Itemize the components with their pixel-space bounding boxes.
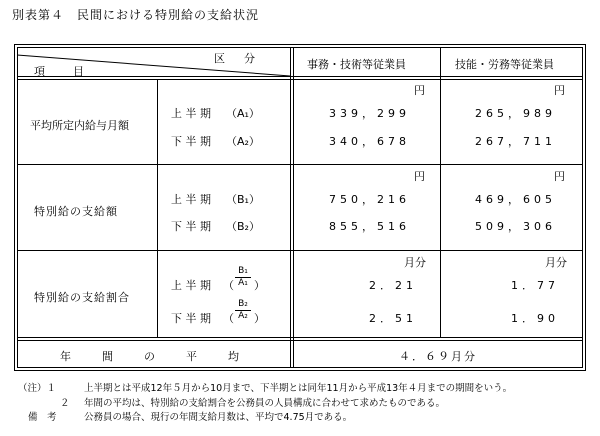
group-label-monthly-salary: 平均所定内給与月額 bbox=[30, 119, 129, 132]
unit-label: 月分 bbox=[545, 256, 567, 269]
value-cell: 2．21 bbox=[369, 279, 417, 292]
paren-open: （ bbox=[223, 312, 234, 325]
column-header-clerical: 事務・技術等従業員 bbox=[307, 58, 406, 71]
ratio-fraction bbox=[235, 266, 251, 289]
footnote-text: 上半期とは平成12年５月から10月まで、下半期とは同年11月から平成13年４月までの期間をいう。 bbox=[84, 383, 513, 394]
period-label: 下 半 期 bbox=[171, 135, 211, 148]
column-header-technical: 技能・労務等従業員 bbox=[455, 58, 554, 71]
annual-average-label: 年 間 の 平 均 bbox=[60, 350, 242, 363]
value-cell: 855，516 bbox=[329, 220, 410, 233]
paren-close: ） bbox=[254, 312, 265, 325]
fraction-denominator: A₂ bbox=[238, 311, 248, 321]
period-label: 下 半 期 bbox=[171, 312, 211, 325]
value-cell: 339，299 bbox=[329, 107, 410, 120]
group-label-special-pay: 特別給の支給額 bbox=[34, 205, 118, 218]
footnote-text: 公務員の場合、現行の年間支給月数は、平均で4.75月である。 bbox=[84, 412, 353, 423]
footnote-mark: （注）１ bbox=[18, 383, 57, 394]
period-symbol: （B₁） bbox=[226, 193, 260, 206]
annual-average-value: ４．６９月分 bbox=[399, 350, 477, 363]
ratio-fraction bbox=[235, 299, 251, 322]
fraction-numerator: B₁ bbox=[238, 266, 248, 276]
value-cell: 267，711 bbox=[475, 135, 556, 148]
period-symbol: （B₂） bbox=[226, 220, 260, 233]
value-cell: 340，678 bbox=[329, 135, 410, 148]
value-cell: 509，306 bbox=[475, 220, 556, 233]
unit-label: 月分 bbox=[404, 256, 426, 269]
value-cell: 1．77 bbox=[511, 279, 559, 292]
period-symbol: （A₂） bbox=[226, 135, 260, 148]
paren-open: （ bbox=[223, 279, 234, 292]
value-cell: 265，989 bbox=[475, 107, 556, 120]
period-symbol: （A₁） bbox=[226, 107, 260, 120]
unit-label: 円 bbox=[554, 84, 565, 97]
footnote-text: 年間の平均は、特別給の支給割合を公務員の人員構成に合わせて求めたものである。 bbox=[84, 397, 446, 409]
unit-label: 円 bbox=[554, 170, 565, 183]
value-cell: 469，605 bbox=[475, 193, 556, 206]
item-label: 項 目 bbox=[34, 65, 86, 78]
group-label-pay-ratio: 特別給の支給割合 bbox=[34, 291, 130, 304]
period-label: 下 半 期 bbox=[171, 220, 211, 233]
category-label: 区 分 bbox=[214, 52, 259, 65]
value-cell: 1．90 bbox=[511, 312, 559, 325]
fraction-denominator: A₁ bbox=[238, 278, 248, 288]
value-cell: 2．51 bbox=[369, 312, 417, 325]
fraction-numerator: B₂ bbox=[238, 299, 248, 309]
period-label: 上 半 期 bbox=[171, 107, 211, 120]
value-cell: 750，216 bbox=[329, 193, 410, 206]
period-label: 上 半 期 bbox=[171, 279, 211, 292]
special-pay-table bbox=[14, 44, 586, 371]
paren-close: ） bbox=[254, 279, 265, 292]
footnote-mark: ２ bbox=[60, 397, 70, 409]
unit-label: 円 bbox=[414, 84, 425, 97]
period-label: 上 半 期 bbox=[171, 193, 211, 206]
footnote-mark: 備 考 bbox=[28, 412, 57, 423]
unit-label: 円 bbox=[414, 170, 425, 183]
page-title: 別表第４ 民間における特別給の支給状況 bbox=[12, 8, 260, 22]
